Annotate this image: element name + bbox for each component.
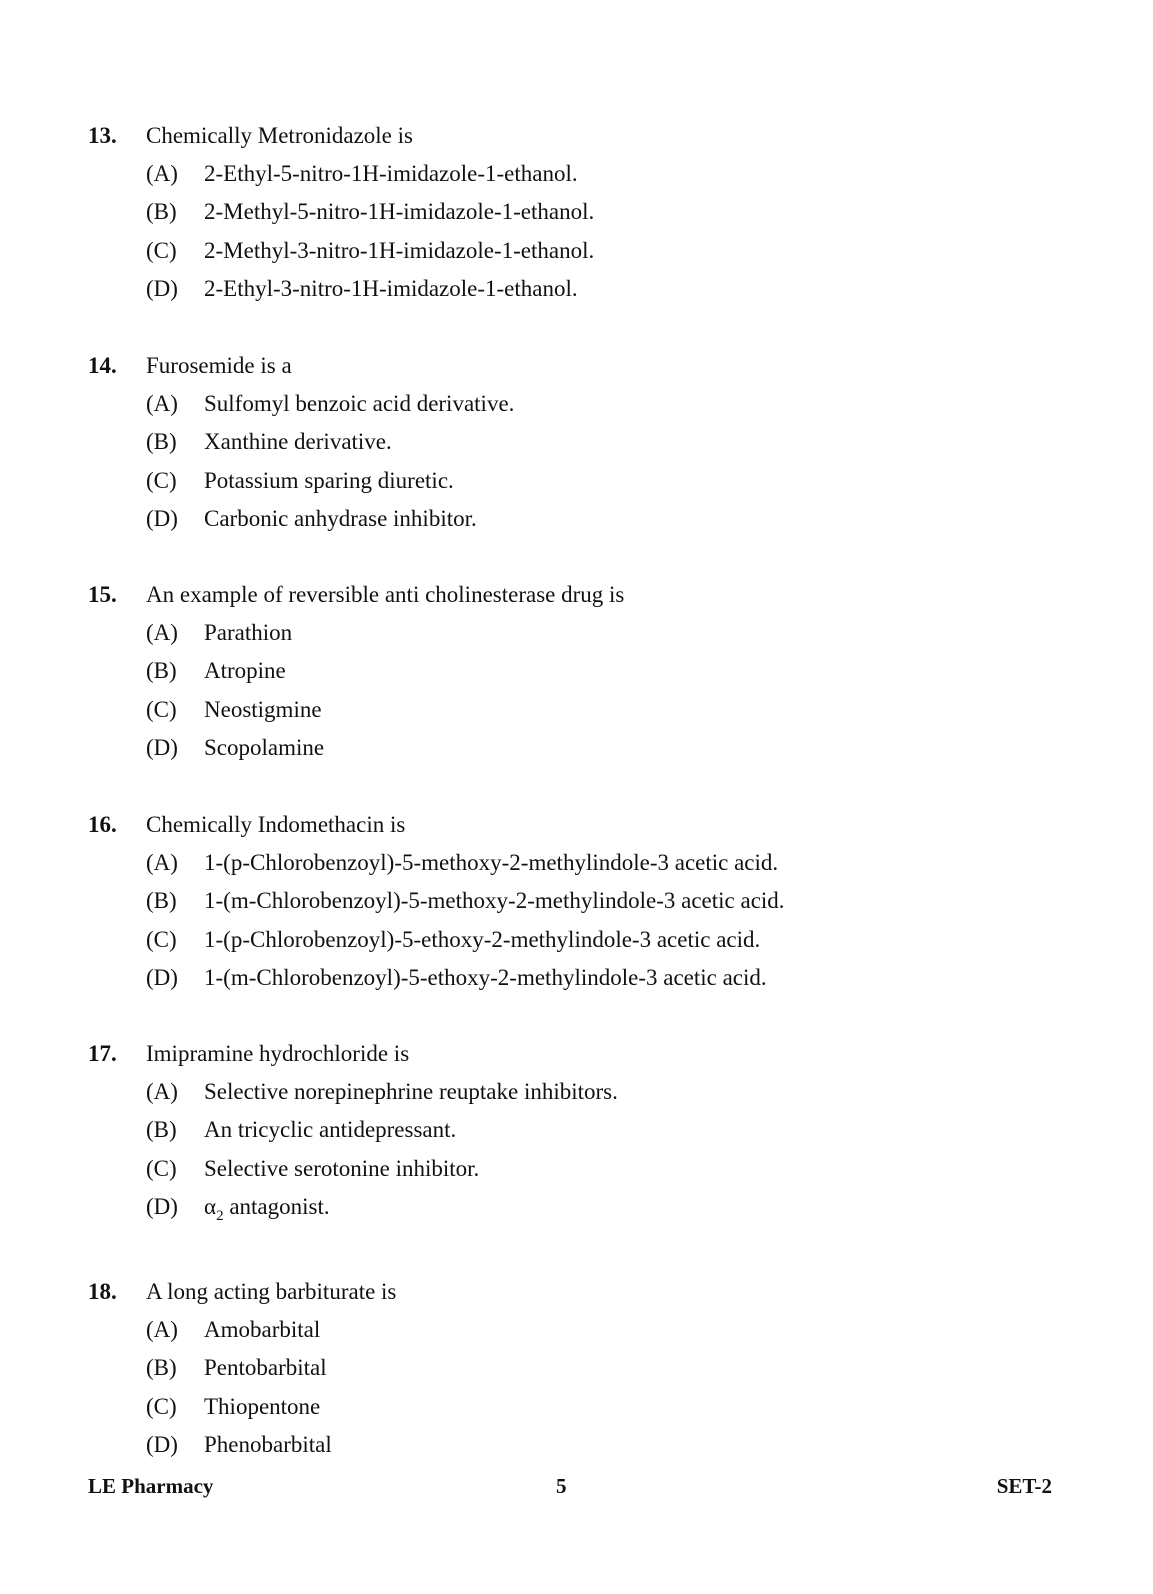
option-a: [88, 1077, 1088, 1115]
question-number: 13.: [88, 123, 117, 148]
option-c: [88, 1392, 1088, 1430]
option-d: [88, 963, 1088, 1001]
question-number: 16.: [88, 812, 117, 837]
question-18: [88, 1277, 1088, 1468]
option-letter: (B): [146, 1117, 177, 1143]
page-footer: [88, 1472, 1052, 1502]
question-14: [88, 351, 1088, 542]
option-text: Scopolamine: [204, 734, 325, 760]
option-letter: (A): [146, 161, 178, 186]
option-letter: (A): [146, 1317, 178, 1342]
question-stem: [88, 810, 1088, 848]
alpha-symbol: α: [204, 1193, 217, 1219]
option-c: [88, 1154, 1088, 1192]
question-stem: [88, 1277, 1088, 1315]
option-b: [88, 197, 1088, 235]
footer-set-label: SET-2: [996, 1474, 1052, 1498]
option-d: [88, 733, 1088, 771]
question-number: 17.: [88, 1041, 117, 1066]
question-number: 14.: [88, 353, 117, 378]
option-text: 2-Ethyl-5-nitro-1H-imidazole-1-ethanol.: [204, 161, 578, 186]
option-text: Carbonic anhydrase inhibitor.: [204, 505, 477, 531]
option-letter: (A): [146, 850, 178, 875]
option-letter: (D): [146, 964, 178, 990]
option-text: 1-(m-Chlorobenzoyl)-5-methoxy-2-methylindole-3 acetic acid.: [204, 888, 785, 914]
option-text: [204, 1192, 330, 1222]
option-b: [88, 656, 1088, 694]
question-text: An example of reversible anti cholinesterase drug is: [146, 582, 625, 607]
question-stem: [88, 1039, 1088, 1077]
option-letter: (B): [146, 1355, 177, 1381]
option-text: Thiopentone: [204, 1393, 321, 1419]
question-stem: [88, 580, 1088, 618]
question-text: Chemically Indomethacin is: [146, 812, 406, 837]
option-letter: (A): [146, 620, 178, 645]
option-letter: (C): [146, 237, 177, 263]
option-c: [88, 925, 1088, 963]
option-text: An tricyclic antidepressant.: [204, 1117, 457, 1143]
option-a: [88, 848, 1088, 886]
option-letter: (D): [146, 505, 178, 531]
option-text: Neostigmine: [204, 696, 322, 722]
option-letter: (D): [146, 734, 178, 760]
option-b: [88, 1115, 1088, 1153]
option-letter: (C): [146, 1155, 177, 1181]
option-a: [88, 159, 1088, 197]
option-letter: (B): [146, 888, 177, 914]
option-c: [88, 695, 1088, 733]
option-a: [88, 618, 1088, 656]
question-stem: [88, 121, 1088, 159]
option-b: [88, 1353, 1088, 1391]
option-b: [88, 427, 1088, 465]
option-letter: (C): [146, 926, 177, 952]
question-15: [88, 580, 1088, 771]
option-a: [88, 389, 1088, 427]
option-letter: (D): [146, 1193, 178, 1219]
question-number: 18.: [88, 1279, 117, 1304]
option-letter: (B): [146, 199, 177, 225]
option-b: [88, 886, 1088, 924]
option-text: 1-(p-Chlorobenzoyl)-5-methoxy-2-methylindole-3 acetic acid.: [204, 850, 779, 875]
option-text: 2-Methyl-5-nitro-1H-imidazole-1-ethanol.: [204, 199, 595, 225]
option-letter: (C): [146, 467, 177, 493]
question-17: [88, 1039, 1088, 1230]
question-13: [88, 121, 1088, 312]
option-text: Selective norepinephrine reuptake inhibitors.: [204, 1079, 618, 1104]
footer-subject: LE Pharmacy: [88, 1474, 214, 1498]
option-d: [88, 504, 1088, 542]
option-text: 1-(m-Chlorobenzoyl)-5-ethoxy-2-methylindole-3 acetic acid.: [204, 964, 767, 990]
option-text: 2-Ethyl-3-nitro-1H-imidazole-1-ethanol.: [204, 275, 578, 301]
option-letter: (B): [146, 429, 177, 455]
option-letter: (D): [146, 275, 178, 301]
option-text: Xanthine derivative.: [204, 429, 392, 455]
option-text-rest: antagonist.: [223, 1193, 330, 1219]
subscript-2: 2: [216, 1207, 224, 1224]
option-text: 2-Methyl-3-nitro-1H-imidazole-1-ethanol.: [204, 237, 595, 263]
option-c: [88, 466, 1088, 504]
question-text: Chemically Metronidazole is: [146, 123, 413, 148]
option-text: Potassium sparing diuretic.: [204, 467, 454, 493]
option-letter: (C): [146, 1393, 177, 1419]
option-d: [88, 274, 1088, 312]
option-text: Pentobarbital: [204, 1355, 327, 1381]
option-d: [88, 1192, 1088, 1230]
option-letter: (D): [146, 1431, 178, 1457]
option-d: [88, 1430, 1088, 1468]
option-letter: (A): [146, 1079, 178, 1104]
option-letter: (B): [146, 658, 177, 684]
option-text: Sulfomyl benzoic acid derivative.: [204, 391, 515, 416]
question-number: 15.: [88, 582, 117, 607]
page-number: 5: [556, 1474, 567, 1498]
option-letter: (C): [146, 696, 177, 722]
option-letter: (A): [146, 391, 178, 416]
option-text: Parathion: [204, 620, 293, 645]
option-text: Phenobarbital: [204, 1431, 332, 1457]
option-c: [88, 236, 1088, 274]
question-stem: [88, 351, 1088, 389]
question-text: A long acting barbiturate is: [146, 1279, 397, 1304]
option-a: [88, 1315, 1088, 1353]
question-text: Imipramine hydrochloride is: [146, 1041, 410, 1066]
option-text: Selective serotonine inhibitor.: [204, 1155, 480, 1181]
option-text: Atropine: [204, 658, 286, 684]
question-text: Furosemide is a: [146, 353, 292, 378]
option-text: Amobarbital: [204, 1317, 321, 1342]
question-16: [88, 810, 1088, 1001]
option-text: 1-(p-Chlorobenzoyl)-5-ethoxy-2-methylindole-3 acetic acid.: [204, 926, 761, 952]
